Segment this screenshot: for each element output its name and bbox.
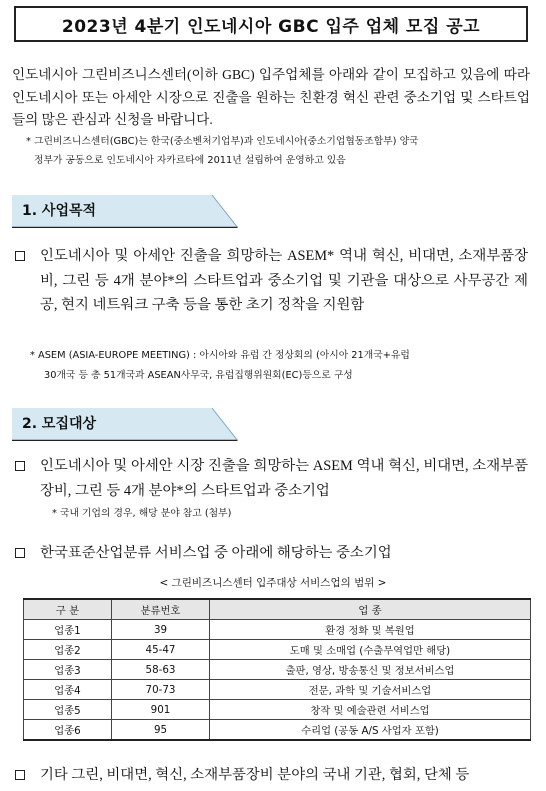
section2-item2: 한국표준산업분류 서비스업 중 아래에 해당하는 중소기업 (40, 545, 392, 561)
notice-title-box (14, 6, 528, 42)
table-cell-code: 95 (112, 720, 210, 741)
checkbox-square-icon (15, 461, 25, 471)
section2-item1: 인도네시아 및 아세안 시장 진출을 희망하는 ASEM 역내 혁신, 비대면, 소재부품장비, 그린 등 4개 분야*의 스타트업과 중소기업 (40, 458, 528, 499)
table-cell-code: 58-63 (112, 660, 210, 680)
table-cell-code: 45-47 (112, 640, 210, 660)
table-row (24, 700, 531, 720)
section2-item1-note: * 국내 기업의 경우, 해당 분야 참고 (첨부) (52, 508, 232, 519)
checkbox-square-icon (15, 770, 25, 780)
table-cell-category: 업종2 (24, 640, 112, 660)
table-cell-industry: 출판, 영상, 방송통신 및 정보서비스업 (210, 660, 531, 680)
notice-title: 2023년 4분기 인도네시아 GBC 입주 업체 모집 공고 (61, 16, 481, 37)
intro-note-line2: 정부가 공동으로 인도네시아 자카르타에 2011년 설립하여 운영하고 있음 (34, 155, 346, 166)
table-cell-code: 70-73 (112, 680, 210, 700)
section1-heading: 1. 사업목적 (22, 203, 97, 219)
service-scope-table (23, 598, 531, 741)
table-row (24, 660, 531, 680)
table-cell-code: 39 (112, 620, 210, 640)
intro-paragraph: 인도네시아 그린비즈니스센터(이하 GBC) 입주업체를 아래와 같이 모집하고 있음에 따라 인도네시아 또는 아세안 시장으로 진출을 원하는 친환경 혁신 관련 중소기업 및 스타트업들의 많은 관심과 신청을 바랍니다. (12, 67, 530, 127)
section2-heading: 2. 모집대상 (22, 416, 97, 432)
table-cell-category: 업종6 (24, 720, 112, 741)
table-header-row (24, 599, 531, 620)
section1-note-line1: * ASEM (ASIA-EUROPE MEETING) : 아시아와 유럽 간 정상회의 (아시아 21개국+유럽 (30, 350, 410, 361)
table-cell-industry: 환경 정화 및 복원업 (210, 620, 531, 640)
table-cell-category: 업종5 (24, 700, 112, 720)
table-cell-industry: 전문, 과학 및 기술서비스업 (210, 680, 531, 700)
table-caption: < 그린비즈니스센터 입주대상 서비스업의 범위 > (159, 577, 387, 589)
checkbox-square-icon (15, 548, 25, 558)
table-header-category: 구 분 (24, 599, 112, 620)
table-row (24, 680, 531, 700)
section1-body: 인도네시아 및 아세안 진출을 희망하는 ASEM* 역내 혁신, 비대면, 소재부품장비, 그린 등 4개 분야*의 스타트업과 중소기업 및 기관을 대상으로 사무공간 제공, 현지 네트워크 구축 등을 통한 초기 정착을 지원함 (40, 248, 528, 313)
table-cell-industry: 도매 및 소매업 (수출무역업만 해당) (210, 640, 531, 660)
table-cell-category: 업종1 (24, 620, 112, 640)
table-cell-code: 901 (112, 700, 210, 720)
intro-note-line1: * 그린비즈니스센터(GBC)는 한국(중소벤처기업부)과 인도네시아(중소기업협동조합부) 양국 (26, 136, 419, 147)
table-row (24, 640, 531, 660)
table-cell-industry: 창작 및 예술관련 서비스업 (210, 700, 531, 720)
table-header-industry: 업 종 (210, 599, 531, 620)
table-cell-category: 업종4 (24, 680, 112, 700)
table-cell-category: 업종3 (24, 660, 112, 680)
section2-header (12, 408, 238, 441)
section1-header (12, 195, 238, 228)
table-row (24, 720, 531, 741)
checkbox-square-icon (15, 251, 25, 261)
table-header-code: 분류번호 (112, 599, 210, 620)
section2-item3: 기타 그린, 비대면, 혁신, 소재부품장비 분야의 국내 기관, 협회, 단체 등 (40, 767, 470, 783)
table-cell-industry: 수리업 (공동 A/S 사업자 포함) (210, 720, 531, 741)
table-row (24, 620, 531, 640)
section1-note-line2: 30개국 등 총 51개국과 ASEAN사무국, 유럽집행위원회(EC)등으로 구성 (44, 370, 353, 381)
